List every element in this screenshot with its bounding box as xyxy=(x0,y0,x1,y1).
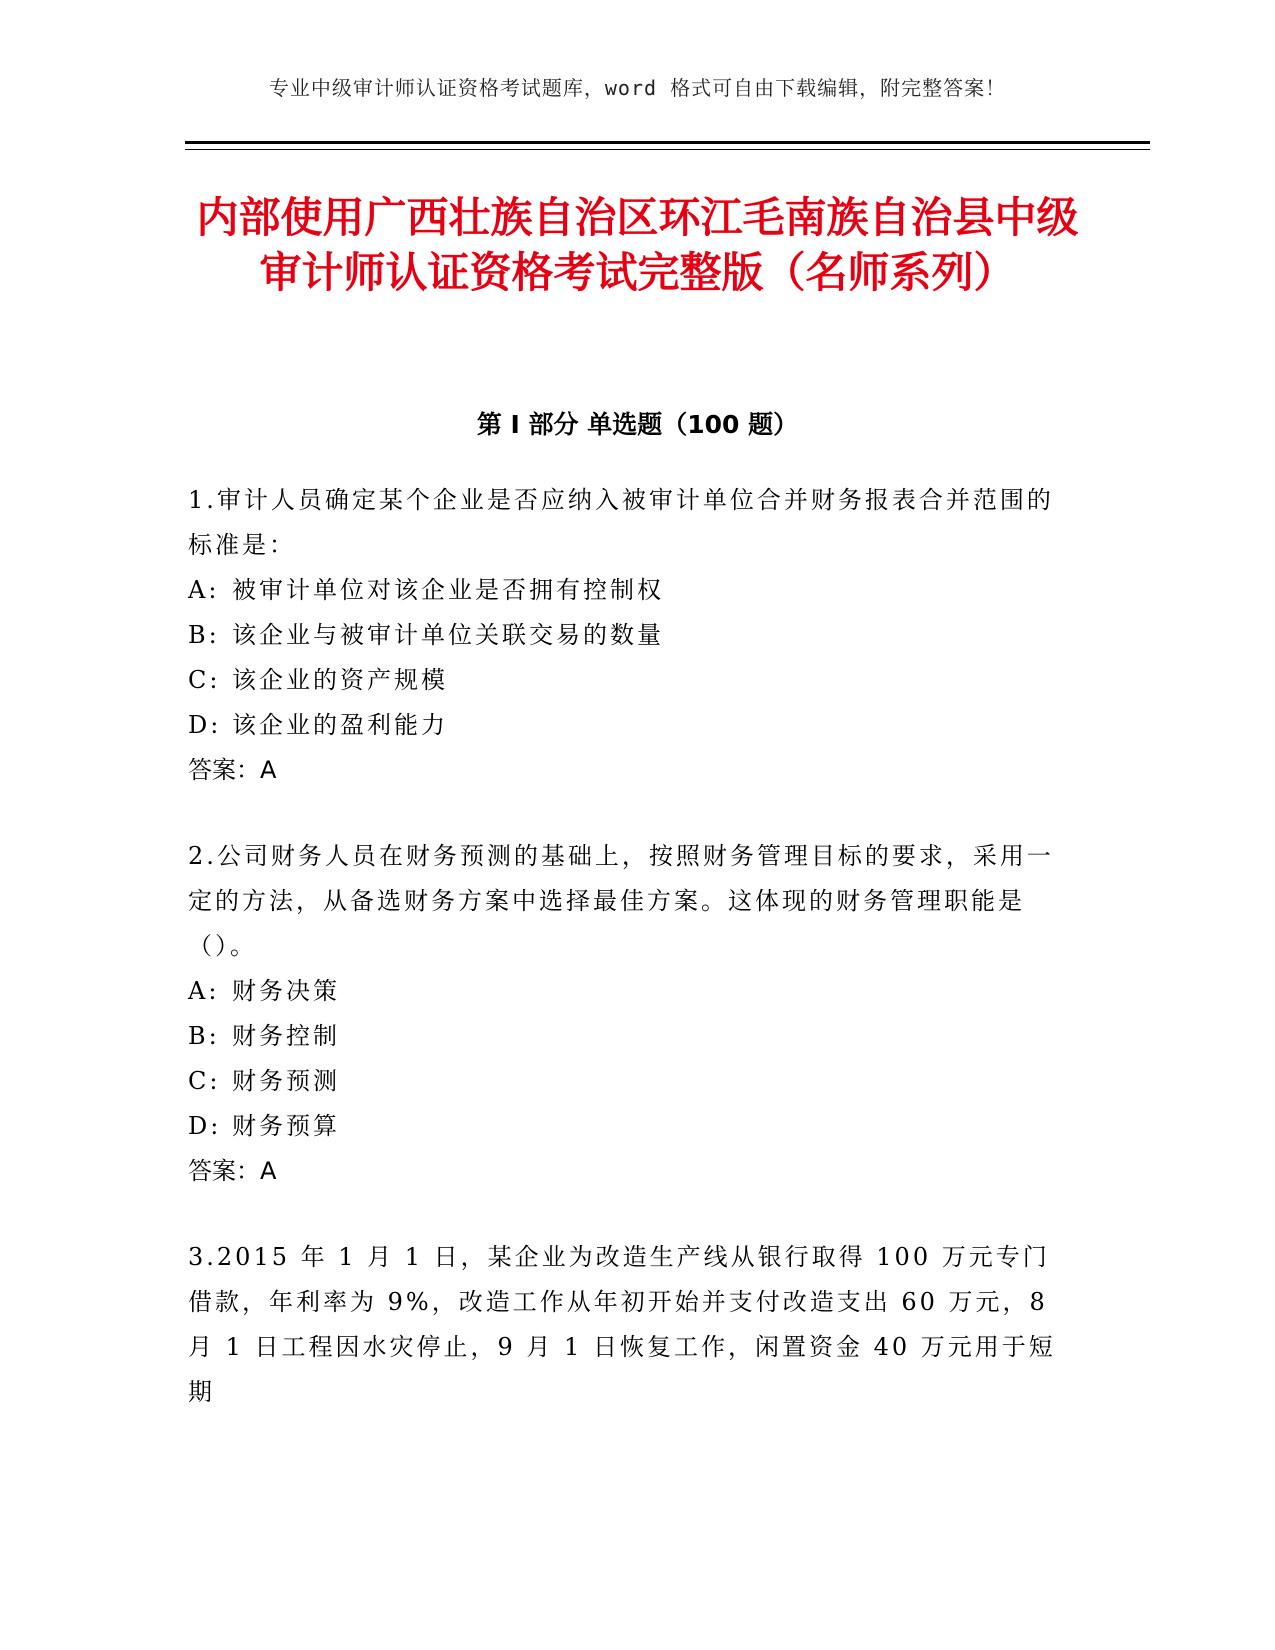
option-text: 财务控制 xyxy=(232,1022,340,1050)
option-d xyxy=(188,703,1058,748)
option-text: 财务预测 xyxy=(232,1067,340,1095)
option-b xyxy=(188,1014,1058,1059)
option-letter: D: xyxy=(188,711,222,739)
option-letter: B: xyxy=(188,621,220,649)
question-2 xyxy=(188,834,1058,1194)
document-title: 内部使用广西壮族自治区环江毛南族自治县中级审计师认证资格考试完整版（名师系列） xyxy=(196,193,1079,297)
option-text: 该企业与被审计单位关联交易的数量 xyxy=(232,621,664,649)
question-stem: 2.公司财务人员在财务预测的基础上，按照财务管理目标的要求，采用一定的方法，从备选财务方案中选择最佳方案。这体现的财务管理职能是（）。 xyxy=(188,842,1054,960)
question-stem: 1.审计人员确定某个企业是否应纳入被审计单位合并财务报表合并范围的标准是： xyxy=(188,486,1054,559)
header-divider-thin xyxy=(185,149,1150,150)
section-heading: 第 I 部分 单选题（100 题） xyxy=(476,410,799,439)
option-text: 财务决策 xyxy=(232,977,340,1005)
header-note: 专业中级审计师认证资格考试题库，word 格式可自由下载编辑，附完整答案！ xyxy=(268,76,1007,100)
option-text: 该企业的盈利能力 xyxy=(232,711,448,739)
option-c xyxy=(188,658,1058,703)
option-letter: A: xyxy=(188,977,220,1005)
option-text: 财务预算 xyxy=(232,1112,340,1140)
option-letter: C: xyxy=(188,1067,221,1095)
option-text: 被审计单位对该企业是否拥有控制权 xyxy=(232,576,664,604)
option-letter: A: xyxy=(188,576,220,604)
option-d xyxy=(188,1104,1058,1149)
option-c xyxy=(188,1059,1058,1104)
answer: 答案：A xyxy=(188,1157,277,1185)
option-letter: C: xyxy=(188,666,221,694)
option-letter: B: xyxy=(188,1022,220,1050)
option-text: 该企业的资产规模 xyxy=(232,666,448,694)
question-list xyxy=(188,478,1058,1456)
question-1 xyxy=(188,478,1058,793)
option-a xyxy=(188,969,1058,1014)
option-letter: D: xyxy=(188,1112,222,1140)
question-stem: 3.2015 年 1 月 1 日，某企业为改造生产线从银行取得 100 万元专门借款，年利率为 9%，改造工作从年初开始并支付改造支出 60 万元，8 月 1 日工程因水灾停止，9 月 1 日恢复工作，闲置资金 40 万元用于短期 xyxy=(188,1243,1056,1406)
option-b xyxy=(188,613,1058,658)
option-a xyxy=(188,568,1058,613)
question-3 xyxy=(188,1235,1058,1415)
header-divider-thick xyxy=(185,141,1150,144)
answer: 答案：A xyxy=(188,756,277,784)
